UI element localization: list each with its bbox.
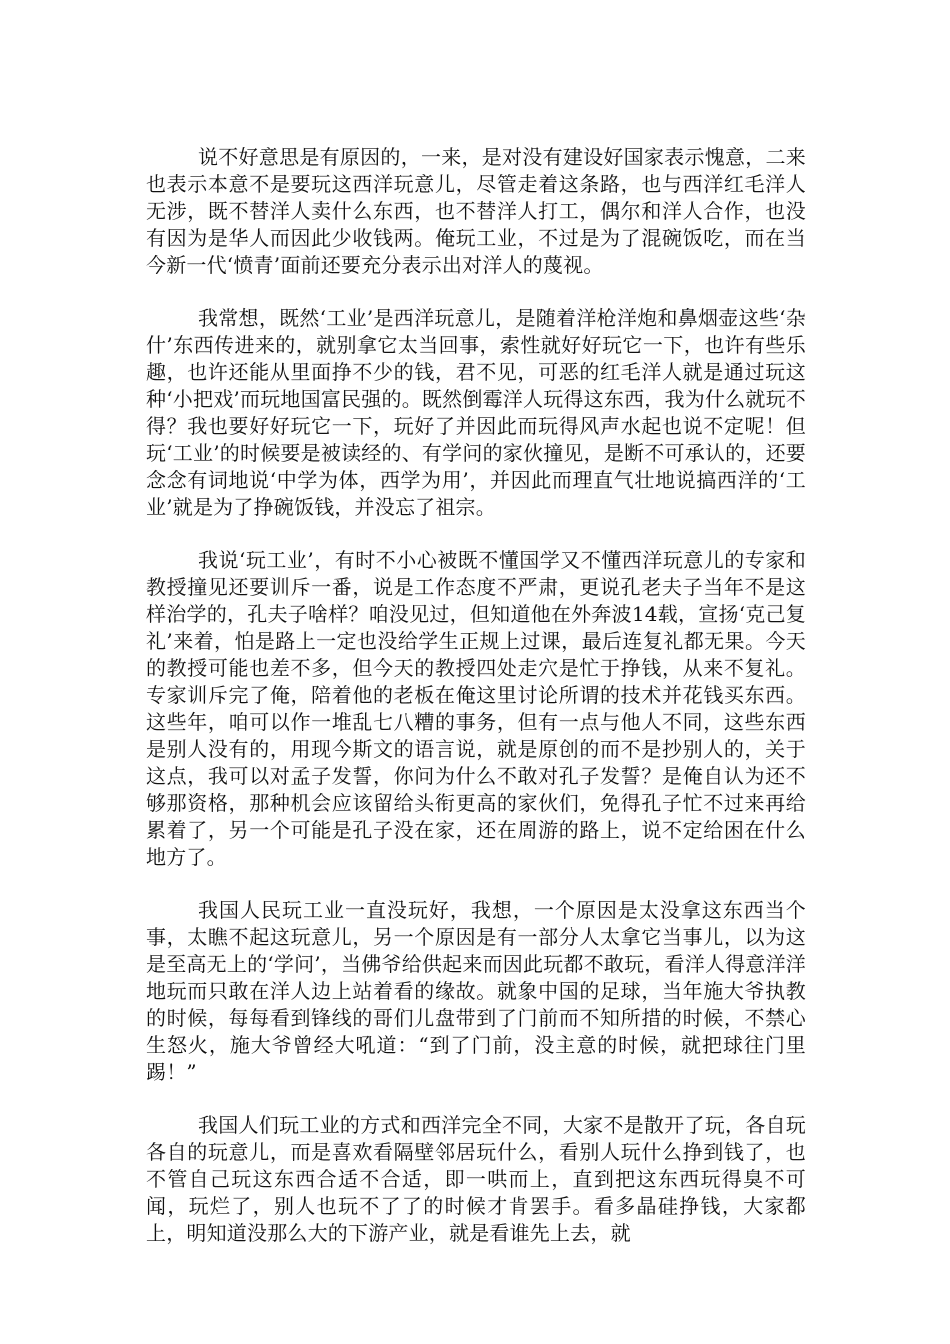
paragraph-5: 我国人们玩工业的方式和西洋完全不同，大家不是散开了玩，各自玩各自的玩意儿，而是喜欢看隔壁邻居玩什么，看别人玩什么挣到钱了，也不管自己玩这东西合适不合适，即一哄而上，直到把这东西玩得臭不可闻，玩烂了，别人也玩不了了的时候才肯罢手。看多晶硅挣钱，大家都上，明知道没那么大的下游产业，就是看谁先上去，就	[146, 1113, 806, 1245]
document-page	[146, 144, 806, 1273]
paragraph-4: 我国人民玩工业一直没玩好，我想，一个原因是太没拿这东西当个事，太瞧不起这玩意儿，另一个原因是有一部分人太拿它当事儿，以为这是至高无上的‘学问’，当佛爷给供起来而因此玩都不敢玩，看洋人得意洋洋地玩而只敢在洋人边上站着看的缘故。就象中国的足球，当年施大爷执教的时候，每每看到锋线的哥们儿盘带到了门前而不知所措的时候，不禁心生怒火，施大爷曾经大吼道：“到了门前，没主意的时候，就把球往门里踢！”	[146, 898, 806, 1084]
paragraph-2: 我常想，既然‘工业’是西洋玩意儿，是随着洋枪洋炮和鼻烟壶这些‘杂什’东西传进来的，就别拿它太当回事，索性就好好玩它一下，也许有些乐趣，也许还能从里面挣不少的钱，君不见，可恶的红毛洋人就是通过玩这种‘小把戏’而玩地国富民强的。既然倒霉洋人玩得这东西，我为什么就玩不得？我也要好好玩它一下，玩好了并因此而玩得风声水起也说不定呢！但玩‘工业’的时候要是被读经的、有学问的家伙撞见，是断不可承认的，还要念念有词地说‘中学为体，西学为用’，并因此而理直气壮地说搞西洋的‘工业’就是为了挣碗饭钱，并没忘了祖宗。	[146, 306, 806, 519]
paragraph-3: 我说‘玩工业’，有时不小心被既不懂国学又不懂西洋玩意儿的专家和教授撞见还要训斥一番，说是工作态度不严肃，更说孔老夫子当年不是这样治学的，孔夫子啥样？咱没见过，但知道他在外奔波14载，宣扬‘克己复礼’来着，怕是路上一定也没给学生正规上过课，最后连复礼都无果。今天的教授可能也差不多，但今天的教授四处走穴是忙于挣钱，从来不复礼。专家训斥完了俺，陪着他的老板在俺这里讨论所谓的技术并花钱买东西。这些年，咱可以作一堆乱七八糟的事务，但有一点与他人不同，这些东西是别人没有的，用现今斯文的语言说，就是原创的而不是抄别人的，关于这点，我可以对孟子发誓，你问为什么不敢对孔子发誓？是俺自认为还不够那资格，那种机会应该留给头衔更高的家伙们，免得孔子忙不过来再给累着了，另一个可能是孔子没在家，还在周游的路上，说不定给困在什么地方了。	[146, 548, 806, 869]
paragraph-1: 说不好意思是有原因的，一来，是对没有建设好国家表示愧意，二来也表示本意不是要玩这西洋玩意儿，尽管走着这条路，也与西洋红毛洋人无涉，既不替洋人卖什么东西，也不替洋人打工，偶尔和洋人合作，也没有因为是华人而因此少收钱两。俺玩工业，不过是为了混碗饭吃，而在当今新一代‘愤青’面前还要充分表示出对洋人的蔑视。	[146, 145, 806, 277]
